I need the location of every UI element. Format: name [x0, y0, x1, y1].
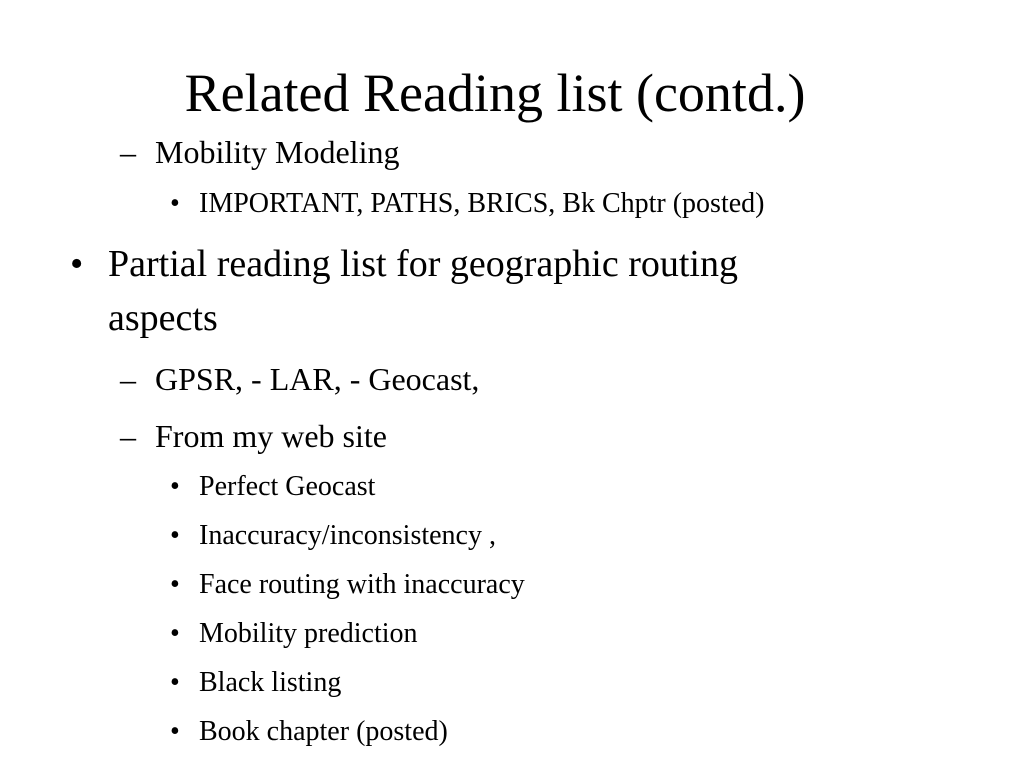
bullet-marker: •: [170, 667, 180, 698]
dash-marker: –: [120, 361, 136, 397]
list-item-inaccuracy-inconsistency: Inaccuracy/inconsistency ,: [199, 520, 496, 551]
bullet-marker: •: [70, 243, 84, 285]
list-item-gpsr-lar-geocast: GPSR, - LAR, - Geocast,: [155, 361, 480, 397]
list-item-partial-reading: Partial reading list for geographic routing: [108, 243, 738, 285]
list-item-book-chapter: Book chapter (posted): [199, 716, 448, 747]
list-item-face-routing: Face routing with inaccuracy: [199, 569, 525, 600]
bullet-marker: •: [170, 471, 180, 502]
slide-title: Related Reading list (contd.): [184, 63, 806, 123]
list-item-from-my-web-site: From my web site: [155, 418, 387, 454]
list-item-important-paths: IMPORTANT, PATHS, BRICS, Bk Chptr (posted): [199, 188, 765, 219]
list-item-partial-reading-continuation: aspects: [108, 297, 218, 339]
bullet-marker: •: [170, 569, 180, 600]
bullet-marker: •: [170, 188, 180, 219]
list-item-black-listing: Black listing: [199, 667, 342, 698]
dash-marker: –: [120, 418, 136, 454]
bullet-marker: •: [170, 520, 180, 551]
list-item-mobility-modeling: Mobility Modeling: [155, 134, 400, 170]
dash-marker: –: [120, 134, 136, 170]
list-item-mobility-prediction: Mobility prediction: [199, 618, 418, 649]
bullet-marker: •: [170, 618, 180, 649]
bullet-marker: •: [170, 716, 180, 747]
list-item-perfect-geocast: Perfect Geocast: [199, 471, 376, 502]
